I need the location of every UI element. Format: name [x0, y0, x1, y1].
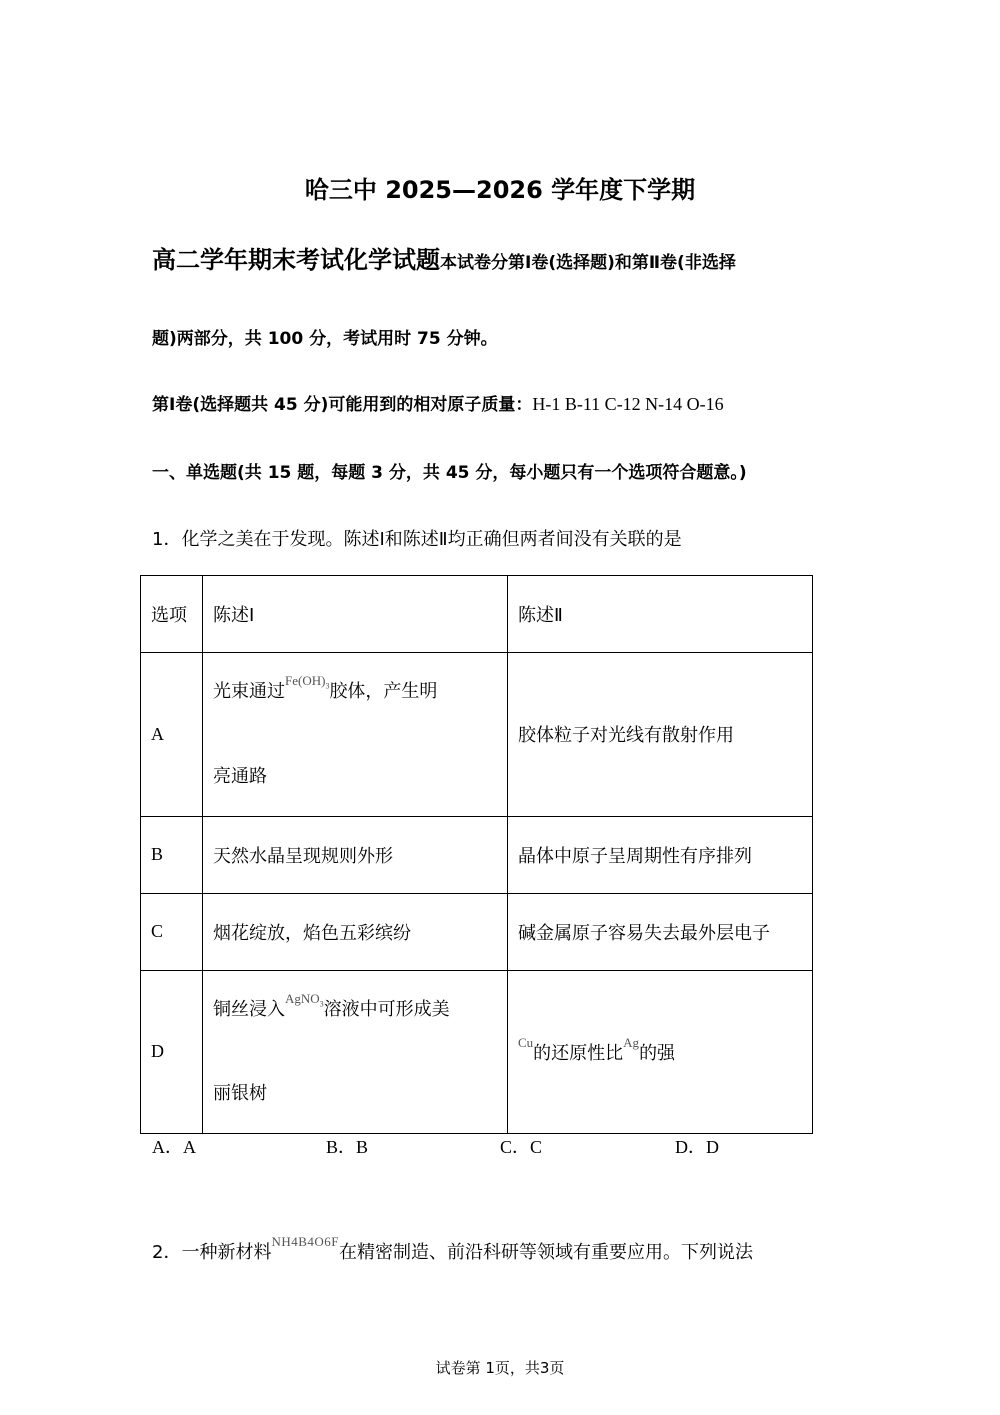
exam-title-line [152, 240, 852, 275]
page-footer: 试卷第 1页，共3页 [435, 1359, 565, 1377]
statement-1-cell [203, 653, 508, 817]
statement-text: 亮通路 [213, 765, 267, 787]
chem-formula: AgNO3 [285, 990, 324, 1009]
question-1-table [140, 575, 813, 1134]
statement-2-cell [508, 970, 813, 1134]
table-header-cell: 选项 [141, 576, 203, 653]
single-choice-heading: 一、单选题(共 15 题，每题 3 分，共 45 分，每小题只有一个选项符合题意。) [152, 463, 747, 483]
table-row [141, 893, 813, 970]
question-1-stem: 1．化学之美在于发现。陈述Ⅰ和陈述Ⅱ均正确但两者间没有关联的是 [152, 529, 682, 550]
question-2-stem [152, 1234, 754, 1264]
statement-2-cell: 碱金属原子容易失去最外层电子 [508, 893, 813, 970]
answer-option-a[interactable]: A．A [152, 1137, 196, 1157]
statement-2-cell: 晶体中原子呈周期性有序排列 [508, 816, 813, 893]
chem-formula: Fe(OH)3 [285, 673, 330, 691]
option-label: B [141, 816, 203, 893]
statement-text: 在精密制造、前沿科研等领域有重要应用。下列说法 [339, 1242, 754, 1263]
exam-intro-part2: 题)两部分，共 100 分，考试用时 75 分钟。 [152, 329, 498, 349]
statement-text: 的强 [639, 1042, 676, 1064]
answer-option-d[interactable]: D．D [675, 1137, 719, 1157]
statement-2-cell: 胶体粒子对光线有散射作用 [508, 653, 813, 817]
statement-1-cell: 天然水晶呈现规则外形 [203, 816, 508, 893]
section1-heading: 第Ⅰ卷(选择题共 45 分)可能用到的相对原子质量： [152, 395, 533, 415]
statement-1-cell [203, 970, 508, 1134]
statement-text: 铜丝浸入 [213, 998, 285, 1020]
exam-title: 高二学年期末考试化学试题 [152, 246, 440, 274]
chem-formula: Ag [623, 1034, 640, 1050]
option-label: A [141, 653, 203, 817]
atomic-masses: H-1 B-11 C-12 N-14 O-16 [532, 394, 724, 414]
option-label: C [141, 893, 203, 970]
statement-text: 2．一种新材料 [152, 1242, 272, 1263]
table-row [141, 816, 813, 893]
option-label: D [141, 970, 203, 1134]
statement-1-cell: 烟花绽放，焰色五彩缤纷 [203, 893, 508, 970]
statement-text: 的还原性比 [533, 1042, 624, 1064]
table-row [141, 653, 813, 817]
table-header-cell: 陈述Ⅰ [203, 576, 508, 653]
page-title: 哈三中 2025—2026 学年度下学期 [304, 176, 696, 204]
answer-option-c[interactable]: C．C [500, 1137, 543, 1157]
statement-text: 丽银树 [213, 1083, 267, 1105]
chem-formula: Cu [518, 1034, 534, 1050]
exam-intro-part1: 本试卷分第Ⅰ卷(选择题)和第Ⅱ卷(非选择 [440, 253, 736, 273]
statement-text: 光束通过 [213, 681, 285, 702]
statement-text: 溶液中可形成美 [323, 998, 450, 1020]
table-header-cell: 陈述Ⅱ [508, 576, 813, 653]
answer-option-b[interactable]: B．B [326, 1137, 369, 1157]
chem-formula: NH4B4O6F [271, 1234, 340, 1249]
table-header-row [141, 576, 813, 653]
table-row [141, 970, 813, 1134]
section1-heading-line [152, 390, 724, 415]
statement-text: 胶体，产生明 [329, 681, 438, 702]
